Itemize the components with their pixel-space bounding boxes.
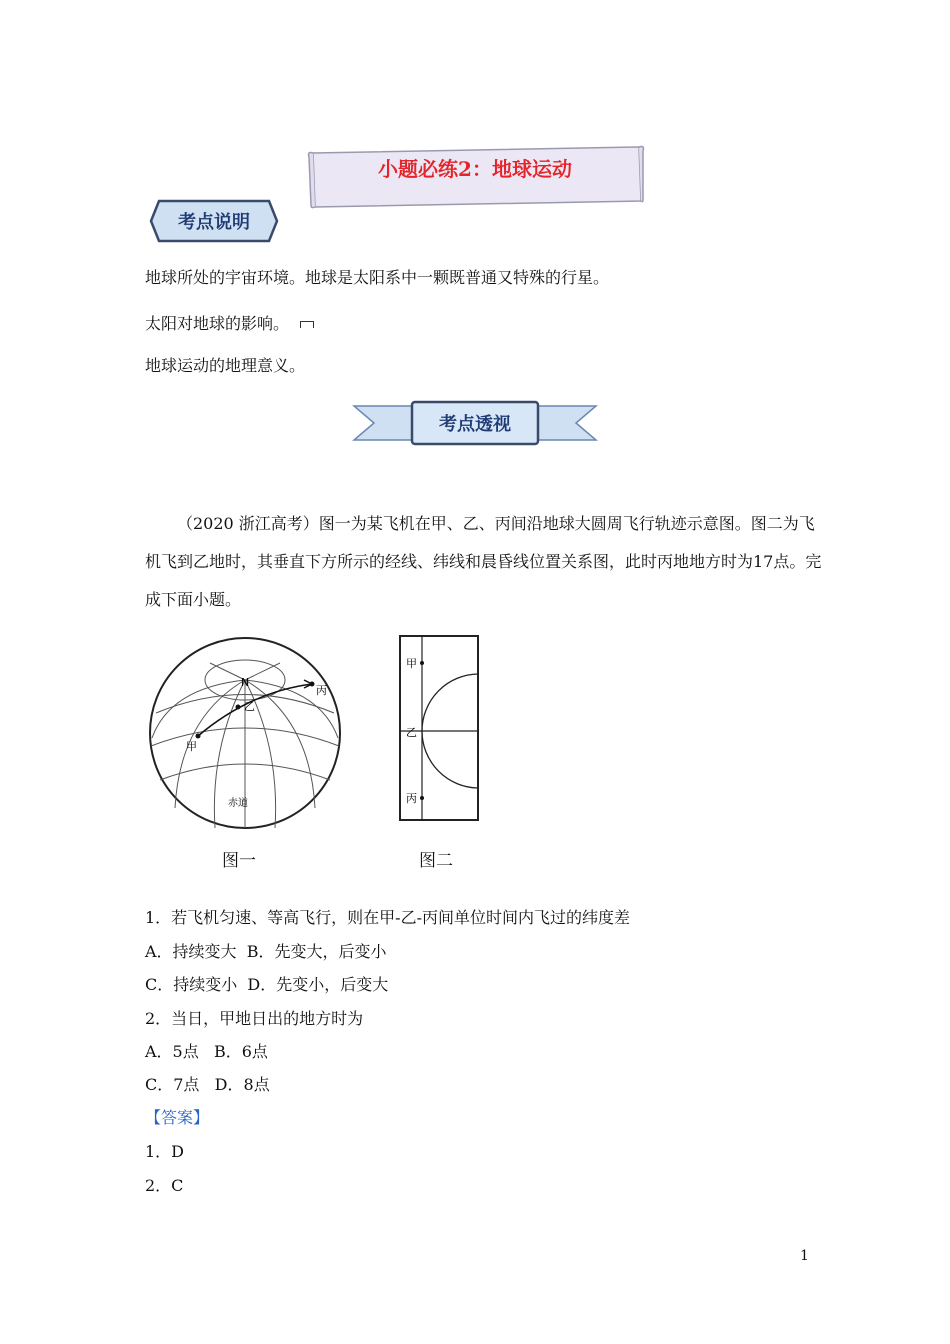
answer-1: 1．D: [145, 1142, 185, 1161]
fig2-label-jia: 甲: [406, 657, 417, 670]
explain-line-3: 地球运动的地理意义。: [145, 356, 306, 375]
section-badge-explain: [147, 197, 281, 245]
figure-2-caption: 图二: [419, 851, 453, 871]
explain-line-2: [145, 314, 314, 334]
question-2: 2．当日，甲地日出的地方时为: [145, 1009, 364, 1028]
figure-1-caption: 图一: [222, 851, 256, 871]
title-banner: [305, 143, 645, 209]
section-ribbon-focus: [352, 400, 598, 446]
ribbon-focus-label: 考点透视: [439, 414, 511, 435]
explain-line-1: 地球所处的宇宙环境。地球是太阳系中一颗既普通又特殊的行星。: [145, 268, 610, 287]
answer-label: 【答案】: [145, 1108, 210, 1127]
fig1-label-yi: 乙: [244, 700, 255, 713]
explain-line-2-text: 太阳对地球的影响。: [145, 314, 290, 333]
small-bracket-mark: [300, 321, 314, 328]
question-1-options-ab: A．持续变大 B．先变大，后变小: [145, 942, 387, 961]
question-1-options-cd: C．持续变小 D．先变小，后变大: [145, 975, 389, 994]
question-intro: （2020 浙江高考）图一为某飞机在甲、乙、丙间沿地球大圆周飞行轨迹示意图。图二为飞机飞到乙地时，其垂直下方所示的经线、纬线和晨昏线位置关系图，此时丙地地方时为17点。完成下面小题。: [145, 514, 822, 609]
fig1-label-north: N: [241, 676, 250, 689]
fig1-label-equator: 赤道: [228, 798, 248, 809]
fig1-label-bing: 丙: [316, 684, 327, 697]
fig1-label-jia: 甲: [186, 740, 197, 753]
question-2-options-cd: C．7点 D．8点: [145, 1075, 270, 1094]
answer-2: 2．C: [145, 1176, 184, 1195]
page-number: 1: [800, 1248, 809, 1264]
fig2-label-yi: 乙: [406, 726, 417, 739]
question-2-options-ab: A．5点 B．6点: [145, 1042, 268, 1061]
fig2-label-bing: 丙: [406, 792, 417, 805]
question-1: 1．若飞机匀速、等高飞行，则在甲-乙-丙间单位时间内飞过的纬度差: [145, 908, 630, 927]
figure-1-globe: [140, 628, 350, 838]
figure-2-rect: [398, 634, 482, 824]
badge-explain-label: 考点说明: [178, 212, 250, 233]
page-title: 小题必练2：地球运动: [378, 157, 572, 181]
